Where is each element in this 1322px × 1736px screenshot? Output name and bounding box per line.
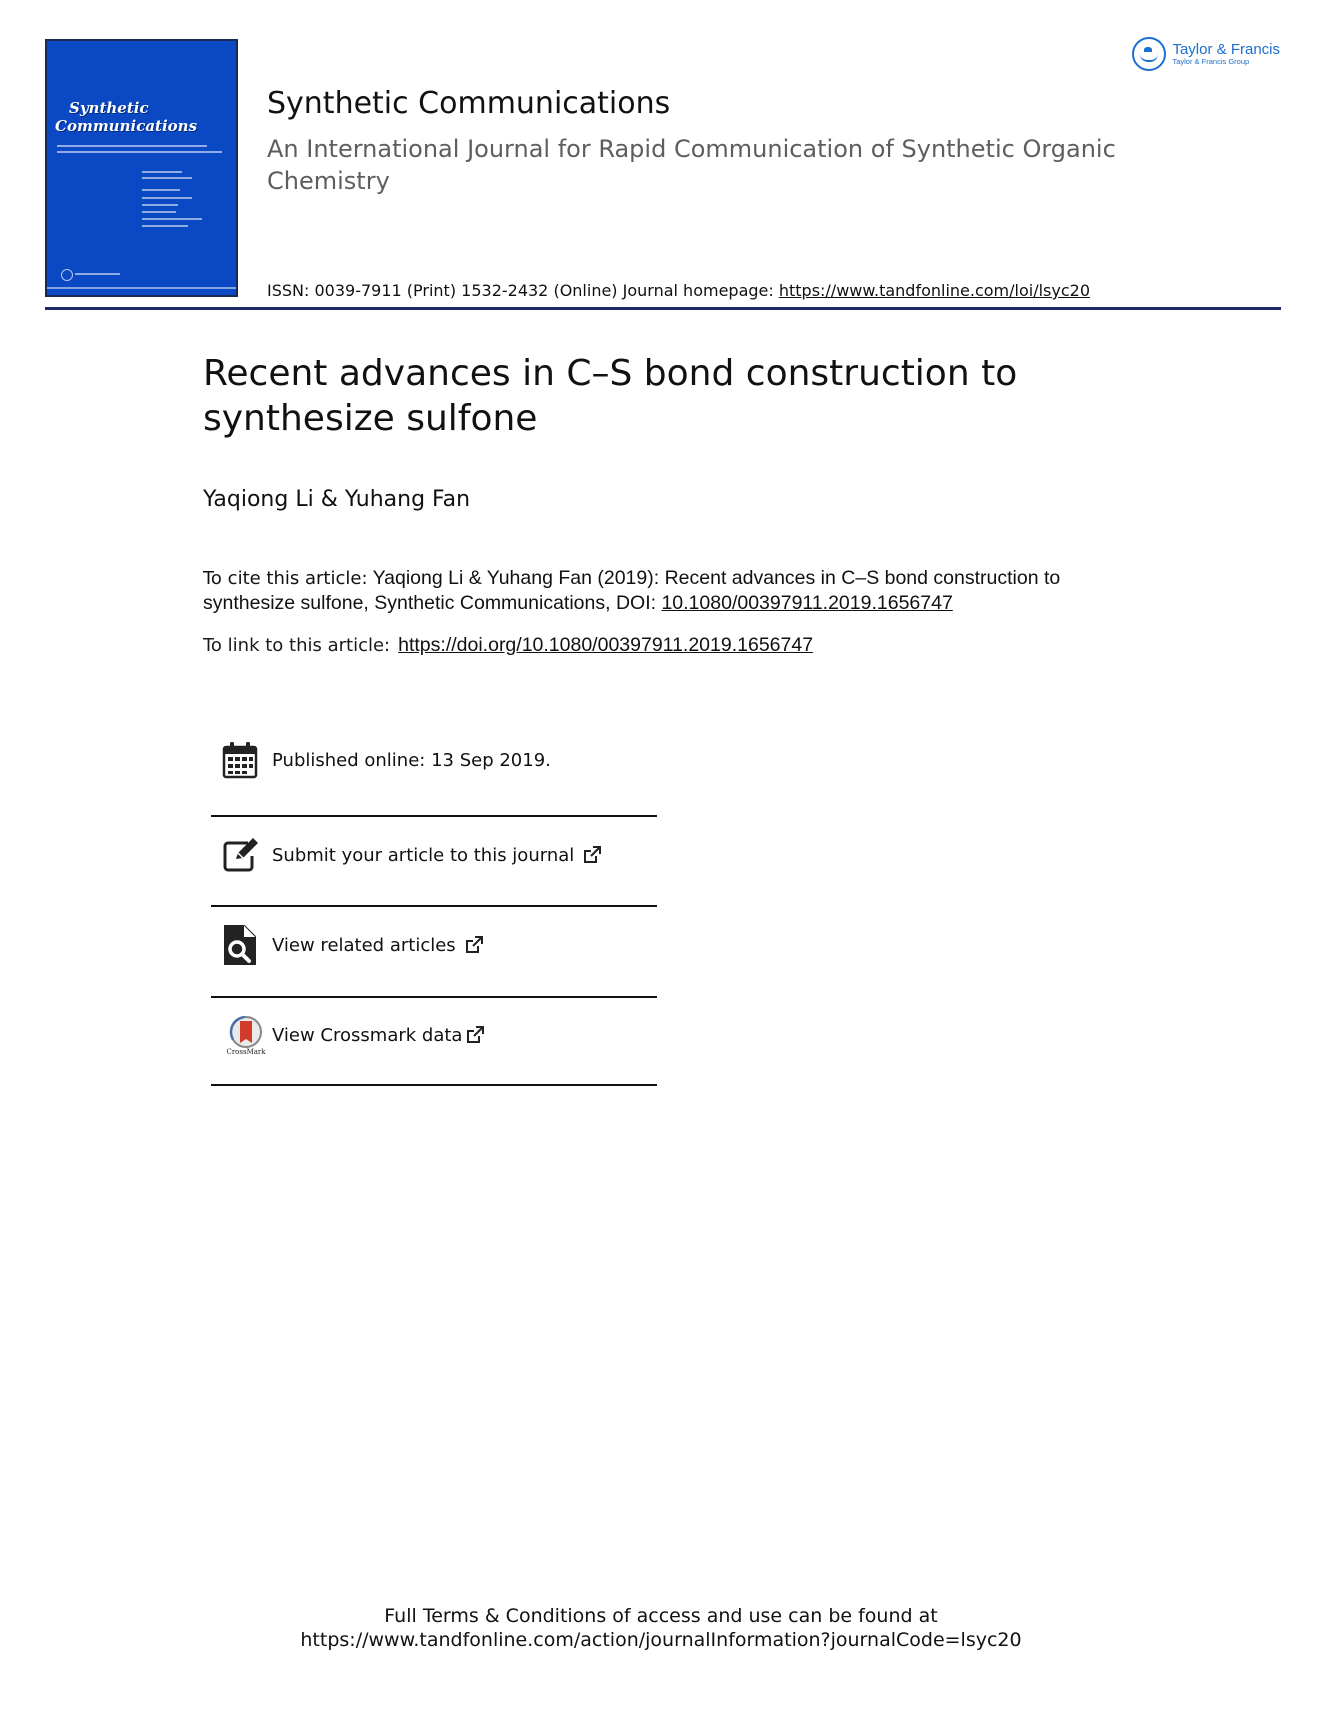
issn-text: ISSN: 0039-7911 (Print) 1532-2432 (Online) Journal homepage: <box>267 281 779 300</box>
calendar-icon <box>222 741 258 779</box>
submit-article-row[interactable] <box>211 830 657 880</box>
crossmark-row[interactable] <box>211 1010 657 1060</box>
document-search-icon <box>222 925 256 965</box>
cover-title-line2: Communications <box>55 117 198 135</box>
submit-article-text[interactable]: Submit your article to this journal <box>272 844 575 866</box>
publisher-group: Taylor & Francis Group <box>1172 56 1250 66</box>
external-link-icon <box>582 845 602 865</box>
crossmark-logo-text: CrossMark <box>226 1047 266 1056</box>
cover-text-line <box>142 218 202 220</box>
citation-block <box>203 566 1133 616</box>
publisher-logo-icon <box>1132 37 1166 71</box>
header-divider <box>45 307 1281 310</box>
journal-cover-image <box>45 39 238 297</box>
edit-icon <box>222 837 260 873</box>
published-online-text: Published online: 13 Sep 2019. <box>272 749 551 771</box>
cover-text-line <box>142 211 176 213</box>
article-title: Recent advances in C–S bond construction to synthesize sulfone <box>203 353 1018 439</box>
crossmark-text[interactable]: View Crossmark data <box>272 1024 463 1046</box>
issn-line <box>267 281 1090 300</box>
crossmark-icon <box>228 1015 264 1049</box>
article-link-line <box>203 634 813 657</box>
cover-text-line <box>142 197 192 199</box>
article-doi-link[interactable]: https://doi.org/10.1080/00397911.2019.1656747 <box>398 634 814 656</box>
journal-title: Synthetic Communications <box>267 86 671 121</box>
cover-text-line <box>142 189 180 191</box>
link-label: To link to this article: <box>203 635 391 656</box>
cite-doi-link[interactable]: 10.1080/00397911.2019.1656747 <box>661 592 953 614</box>
external-link-icon <box>465 1025 485 1045</box>
row-divider <box>211 815 657 817</box>
cover-text-line <box>57 145 207 147</box>
publisher-logo <box>1132 37 1280 71</box>
footer-terms-url[interactable]: https://www.tandfonline.com/action/journalInformation?journalCode=lsyc20 <box>300 1629 1022 1651</box>
row-divider <box>211 1084 657 1086</box>
cover-text-line <box>142 177 192 179</box>
related-articles-row[interactable] <box>211 920 657 970</box>
related-articles-text[interactable]: View related articles <box>272 934 456 956</box>
external-link-icon <box>464 935 484 955</box>
cover-text-line <box>57 151 222 153</box>
cite-text: Yaqiong Li & Yuhang Fan (2019): Recent advances in C–S bond construction to synthesize sulfone, Synthetic Communications, DOI: <box>203 567 1061 614</box>
cover-text-line <box>142 225 188 227</box>
cover-text-line <box>142 204 178 206</box>
cover-band <box>47 287 236 289</box>
journal-homepage-link[interactable]: https://www.tandfonline.com/loi/lsyc20 <box>778 281 1091 300</box>
cover-title-line1: Synthetic <box>69 99 149 117</box>
published-online-row <box>211 740 657 780</box>
cover-publisher-mark <box>61 269 73 281</box>
journal-subtitle: An International Journal for Rapid Communication of Synthetic Organic Chemistry <box>267 135 1116 195</box>
article-authors: Yaqiong Li & Yuhang Fan <box>203 487 471 512</box>
terms-footer <box>0 1604 1322 1652</box>
cover-text-line <box>142 171 182 173</box>
footer-terms-text: Full Terms & Conditions of access and use can be found at <box>384 1605 938 1627</box>
row-divider <box>211 996 657 998</box>
publisher-name: Taylor & Francis <box>1172 41 1280 59</box>
cite-label: To cite this article: <box>203 568 368 589</box>
cover-text-line <box>75 273 120 275</box>
row-divider <box>211 905 657 907</box>
